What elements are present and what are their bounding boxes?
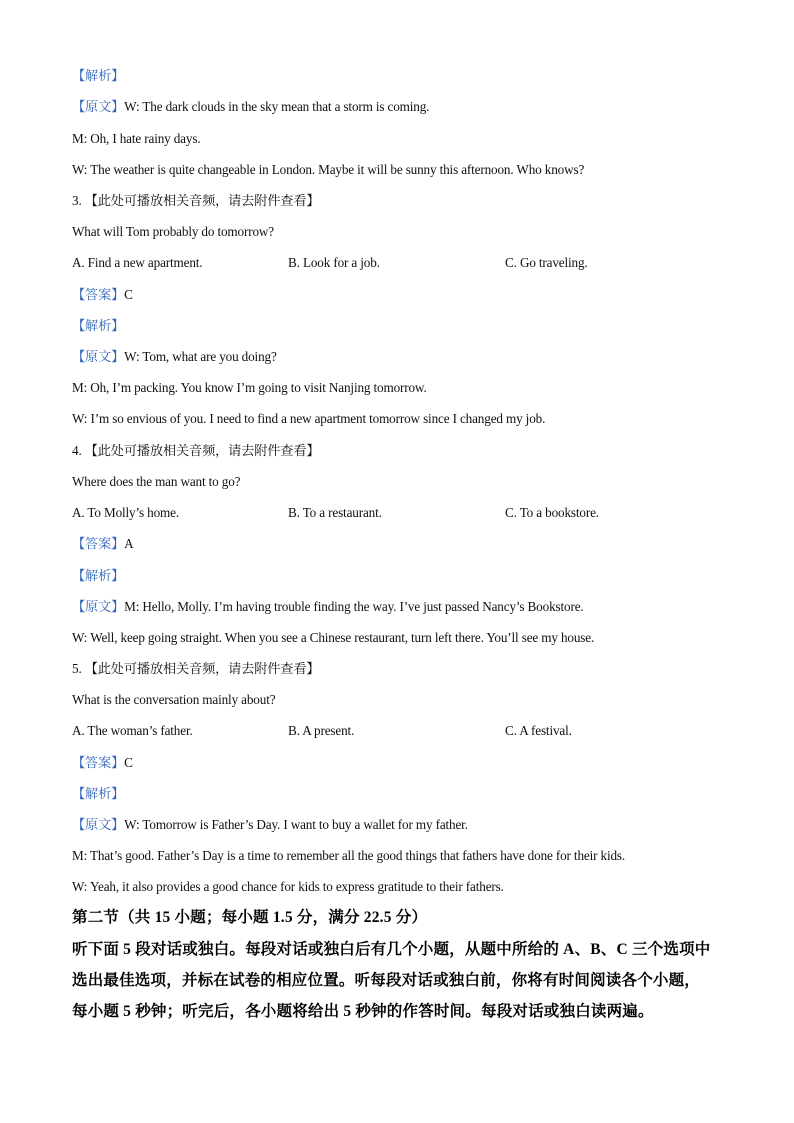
analysis-tag: 【解析】 xyxy=(72,68,125,83)
option-b: B. To a restaurant. xyxy=(288,505,382,520)
answer-line xyxy=(72,754,133,772)
answer-line xyxy=(72,286,133,304)
answer-tag: 【答案】 xyxy=(72,287,125,302)
answer-value: C xyxy=(124,287,133,302)
transcript-tag: 【原文】 xyxy=(72,817,125,832)
option-a: A. To Molly’s home. xyxy=(72,505,179,520)
option-a: A. Find a new apartment. xyxy=(72,255,203,270)
instruction-line: 选出最佳选项，并标在试卷的相应位置。听每段对话或独白前，你将有时间阅读各个小题， xyxy=(72,972,701,989)
answer-line xyxy=(72,535,134,553)
option-c: C. A festival. xyxy=(505,723,572,738)
answer-value: A xyxy=(124,536,134,551)
analysis-tag: 【解析】 xyxy=(72,786,125,801)
transcript-tag: 【原文】 xyxy=(72,599,125,614)
transcript-line: W: Yeah, it also provides a good chance for kids to express gratitude to their fathers. xyxy=(72,879,504,894)
analysis-tag: 【解析】 xyxy=(72,318,125,333)
answer-tag: 【答案】 xyxy=(72,536,125,551)
question-text: What is the conversation mainly about? xyxy=(72,692,276,707)
transcript-line: W: The weather is quite changeable in London. Maybe it will be sunny this afternoon. Who knows? xyxy=(72,162,585,177)
answer-value: C xyxy=(124,755,133,770)
option-b: B. Look for a job. xyxy=(288,255,380,270)
transcript-line: M: Oh, I’m packing. You know I’m going to visit Nanjing tomorrow. xyxy=(72,380,427,395)
transcript-tag: 【原文】 xyxy=(72,99,125,114)
question-header: 4. 【此处可播放相关音频，请去附件查看】 xyxy=(72,443,320,458)
question-header: 5. 【此处可播放相关音频，请去附件查看】 xyxy=(72,661,320,676)
transcript-tag: 【原文】 xyxy=(72,349,125,364)
analysis-tag: 【解析】 xyxy=(72,568,125,583)
transcript-line: W: Well, keep going straight. When you see a Chinese restaurant, turn left there. You’ll see my house. xyxy=(72,630,595,645)
instruction-line: 听下面 5 段对话或独白。每段对话或独白后有几个小题，从题中所给的 A、B、C 三个选项中 xyxy=(72,941,711,958)
section-title: 第二节（共 15 小题；每小题 1.5 分，满分 22.5 分） xyxy=(72,909,428,926)
option-a: A. The woman’s father. xyxy=(72,723,193,738)
transcript-line: 【原文】M: Hello, Molly. I’m having trouble finding the way. I’ve just passed Nancy’s Bookstore. xyxy=(72,599,584,614)
transcript-line: W: I’m so envious of you. I need to find a new apartment tomorrow since I changed my job. xyxy=(72,411,546,426)
transcript-line: M: Oh, I hate rainy days. xyxy=(72,131,201,146)
transcript-line: 【原文】W: Tomorrow is Father’s Day. I want to buy a wallet for my father. xyxy=(72,817,468,832)
question-header: 3. 【此处可播放相关音频，请去附件查看】 xyxy=(72,193,320,208)
option-b: B. A present. xyxy=(288,723,355,738)
question-text: Where does the man want to go? xyxy=(72,474,241,489)
instruction-line: 每小题 5 秒钟；听完后，各小题将给出 5 秒钟的作答时间。每段对话或独白读两遍。 xyxy=(72,1003,654,1020)
question-text: What will Tom probably do tomorrow? xyxy=(72,224,274,239)
option-c: C. To a bookstore. xyxy=(505,505,599,520)
transcript-line: M: That’s good. Father’s Day is a time to remember all the good things that fathers have done for their kids. xyxy=(72,848,626,863)
transcript-line: 【原文】W: Tom, what are you doing? xyxy=(72,349,277,364)
answer-tag: 【答案】 xyxy=(72,755,125,770)
option-c: C. Go traveling. xyxy=(505,255,588,270)
transcript-line: 【原文】W: The dark clouds in the sky mean that a storm is coming. xyxy=(72,99,430,114)
